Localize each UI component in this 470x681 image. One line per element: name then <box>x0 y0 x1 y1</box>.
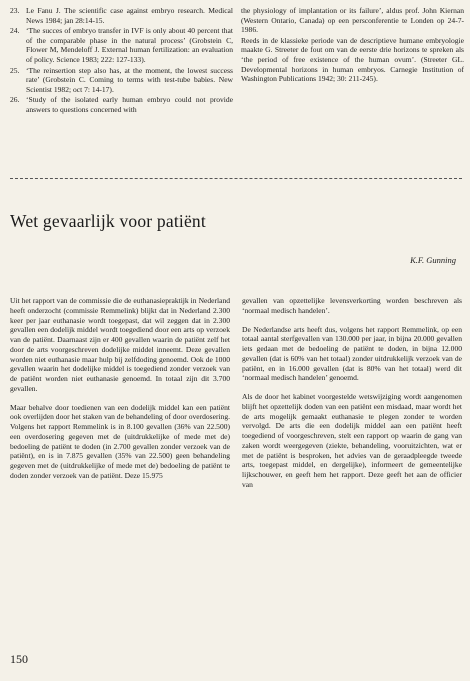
article-title: Wet gevaarlijk voor patiënt <box>10 211 206 231</box>
article-paragraph: Uit het rapport van de commissie die de euthanasiepraktijk in Nederland heeft onderzocht (commissie Remmelink) blijkt dat in Nederland 2.300 keer per jaar euthanasie wordt toegepast, dat wil zeggen dat in 2.300 gevallen een dodelijk middel wordt toegediend door een arts op verzoek van de patiënt. Daarnaast zijn er 400 gevallen waarin de patiënt zelf het door de arts voorgeschreven dodelijke middel inneemt. Deze gevallen worden niet euthanasie maar hulp bij zelfdoding genoemd. Ook de 1000 gevallen waarin het dodelijke middel is toegediend zonder verzoek van de patiënt worden niet euthanasie genoemd. In totaal zijn dit 3.700 gevallen. <box>10 296 230 393</box>
footnote-continuation: Reeds in de klassieke periode van de descriptieve humane embryologie maakte G. Streeter de fout om van de eerste drie horizons te spreken als ‘the period of free existence of the human ovum’. (Streeter GL. Developmental horizons in human embryos. Carnegie Institution of Washington Publications 1942; 30: 211-245). <box>241 35 464 84</box>
footnote-24 <box>10 26 233 64</box>
footnotes-left-column <box>10 6 233 174</box>
article-paragraph: De Nederlandse arts heeft dus, volgens het rapport Remmelink, op een totaal aantal sterfgevallen van 130.000 per jaar, in bijna 20.000 gevallen iets gedaan met de bedoeling de patiënt te doden, in bijna 12.000 gevallen (dat is 60% van het totaal) zonder uitdrukkelijk verzoek van de patiënt, en in 16.000 gevallen (dat is 80% van het totaal) werd dit ‘normaal medisch handelen’ genoemd. <box>242 324 462 383</box>
article-paragraph: Maar behalve door toedienen van een dodelijk middel kan een patiënt ook overlijden door het staken van de behandeling of door overdosering. Volgens het rapport Remmelink is in 8.100 gevallen (36% van 22.500) een overdosering gegeven met de (uitdrukkelijke of mede met de) bedoeling de patiënt te doden (in 2.700 gevallen zonder verzoek van de patiënt), en is in 7.875 gevallen (35% van 22.500) geen behandeling gegeven met de (uitdrukkelijke of mede met de) bedoeling de patiënt te doden zonder verzoek van de patiënt. Deze 15.975 <box>10 402 230 480</box>
footnote-23 <box>10 6 233 25</box>
page-number: 150 <box>10 652 28 666</box>
article-body <box>10 296 462 626</box>
section-divider <box>10 178 462 179</box>
footnote-26 <box>10 95 233 114</box>
footnote-text: ‘The reinsertion step also has, at the moment, the lowest success rate’ (Grobstein C. Coming to terms with test-tube babies. New Scientist 1982; oct 7: 14-17). <box>26 65 233 94</box>
footnotes-section <box>10 6 464 174</box>
footnote-number: 25. <box>10 65 20 75</box>
article-author: K.F. Gunning <box>410 255 456 265</box>
article-right-column <box>242 296 462 626</box>
article-paragraph: gevallen van opzettelijke levensverkorting worden beschreven als ‘normaal medisch handelen’. <box>242 296 462 315</box>
footnote-text: ‘The succes of embryo transfer in IVF is only about 40 percent that of the comparable phase in the natural process’ (Grobstein C, Flower M, Mendeloff J. External human fertilization: an evaluation of policy. Science 1983; 222: 127-133). <box>26 26 233 64</box>
footnote-number: 24. <box>10 26 20 36</box>
footnote-number: 23. <box>10 6 20 15</box>
footnote-text: Le Fanu J. The scientific case against embryo research. Medical News 1984; jan 28:14-15. <box>26 6 233 25</box>
footnote-25 <box>10 66 233 95</box>
footnote-number: 26. <box>10 95 20 105</box>
article-paragraph: Als de door het kabinet voorgestelde wetswijziging wordt aangenomen blijft het opzettelijk doden van een patiënt een misdaad, maar wordt het de arts mogelijk gemaakt euthanasie te plegen zonder te worden vervolgd. De arts die een dodelijk middel aan een patiënt heeft toegediend of voorgeschreven, stelt een rapport op waarin de gang van zaken wordt weergegeven (ziekte, behandeling, vooruitzichten, wat er met de patiënt is besproken, het advies van de geraadpleegde tweede arts, toegepast middel, en dergelijke), informeert de gemeentelijke lijkschouwer, en geeft hem het rapport. Deze geeft het aan de officier van <box>242 392 462 489</box>
footnote-text: ‘Study of the isolated early human embryo could not provide answers to questions concerned with <box>26 95 233 114</box>
article-left-column <box>10 296 230 626</box>
footnotes-right-column <box>241 6 464 174</box>
footnote-continuation: the physiology of implantation or its failure’, aldus prof. John Kiernan (Western Ontario, Canada) op een persconferentie te Londen op 24-7-1986. <box>241 6 464 35</box>
